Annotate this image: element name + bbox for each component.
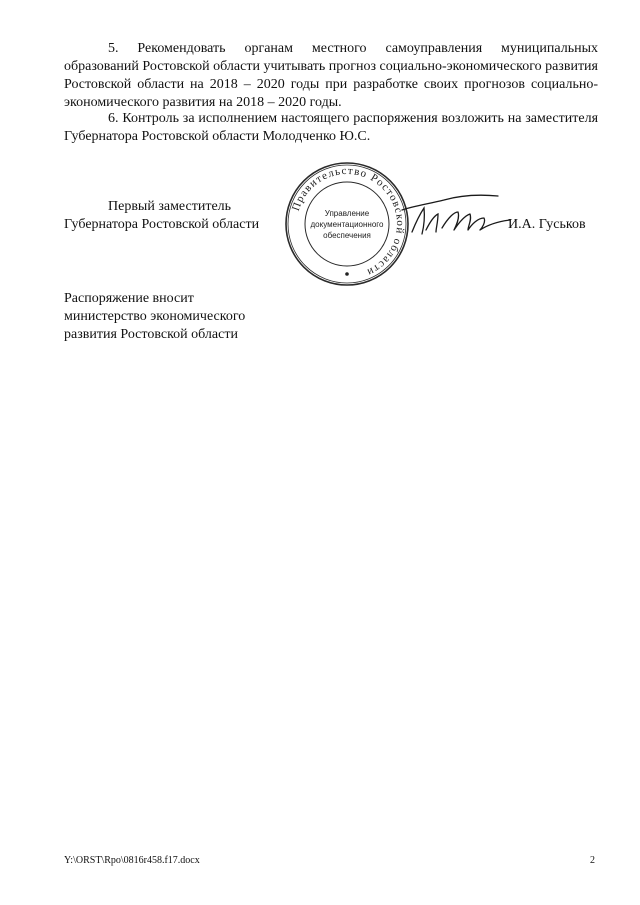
signatory-position: [64, 198, 284, 234]
stamp-inner-line3: обеспечения: [323, 231, 371, 240]
footer-page-number: 2: [590, 855, 595, 866]
signatory-position-line1: Первый заместитель: [108, 199, 232, 214]
stamp-outer-text: Правительство Ростовской области: [289, 164, 407, 279]
paragraph-6-number: 6.: [108, 111, 119, 126]
stamp-inner-line1: Управление: [324, 209, 370, 218]
stamp-dot: [345, 272, 349, 276]
paragraph-5-text: Рекомендовать органам местного самоуправления муниципальных образований Ростовской области учитывать прогноз социально-экономического развития Ростовской области на 2018 – 2020 годы при разработке своих прогнозов социально-экономического развития на 2018 – 2020 годы.: [64, 41, 598, 110]
signatory-position-line2: Губернатора Ростовской области: [64, 217, 260, 232]
signatory-name: И.А. Гуськов: [508, 217, 586, 232]
signature-block: [0, 0, 640, 300]
paragraph-5-number: 5.: [108, 41, 119, 56]
submitted-by-line3: развития Ростовской области: [64, 327, 238, 342]
submitted-by-line1: Распоряжение вносит: [64, 291, 194, 306]
official-stamp: [283, 160, 411, 288]
stamp-inner-line2: документационного: [310, 220, 384, 229]
submitted-by-line2: министерство экономического: [64, 309, 246, 324]
submitted-by-note: [64, 290, 364, 344]
footer-file-path: Y:\ORST\Rpo\0816r458.f17.docx: [64, 855, 200, 866]
handwritten-signature: [398, 188, 514, 244]
paragraph-6-text: Контроль за исполнением настоящего распоряжения возложить на заместителя Губернатора Ростовской области Молодченко Ю.С.: [64, 111, 599, 144]
